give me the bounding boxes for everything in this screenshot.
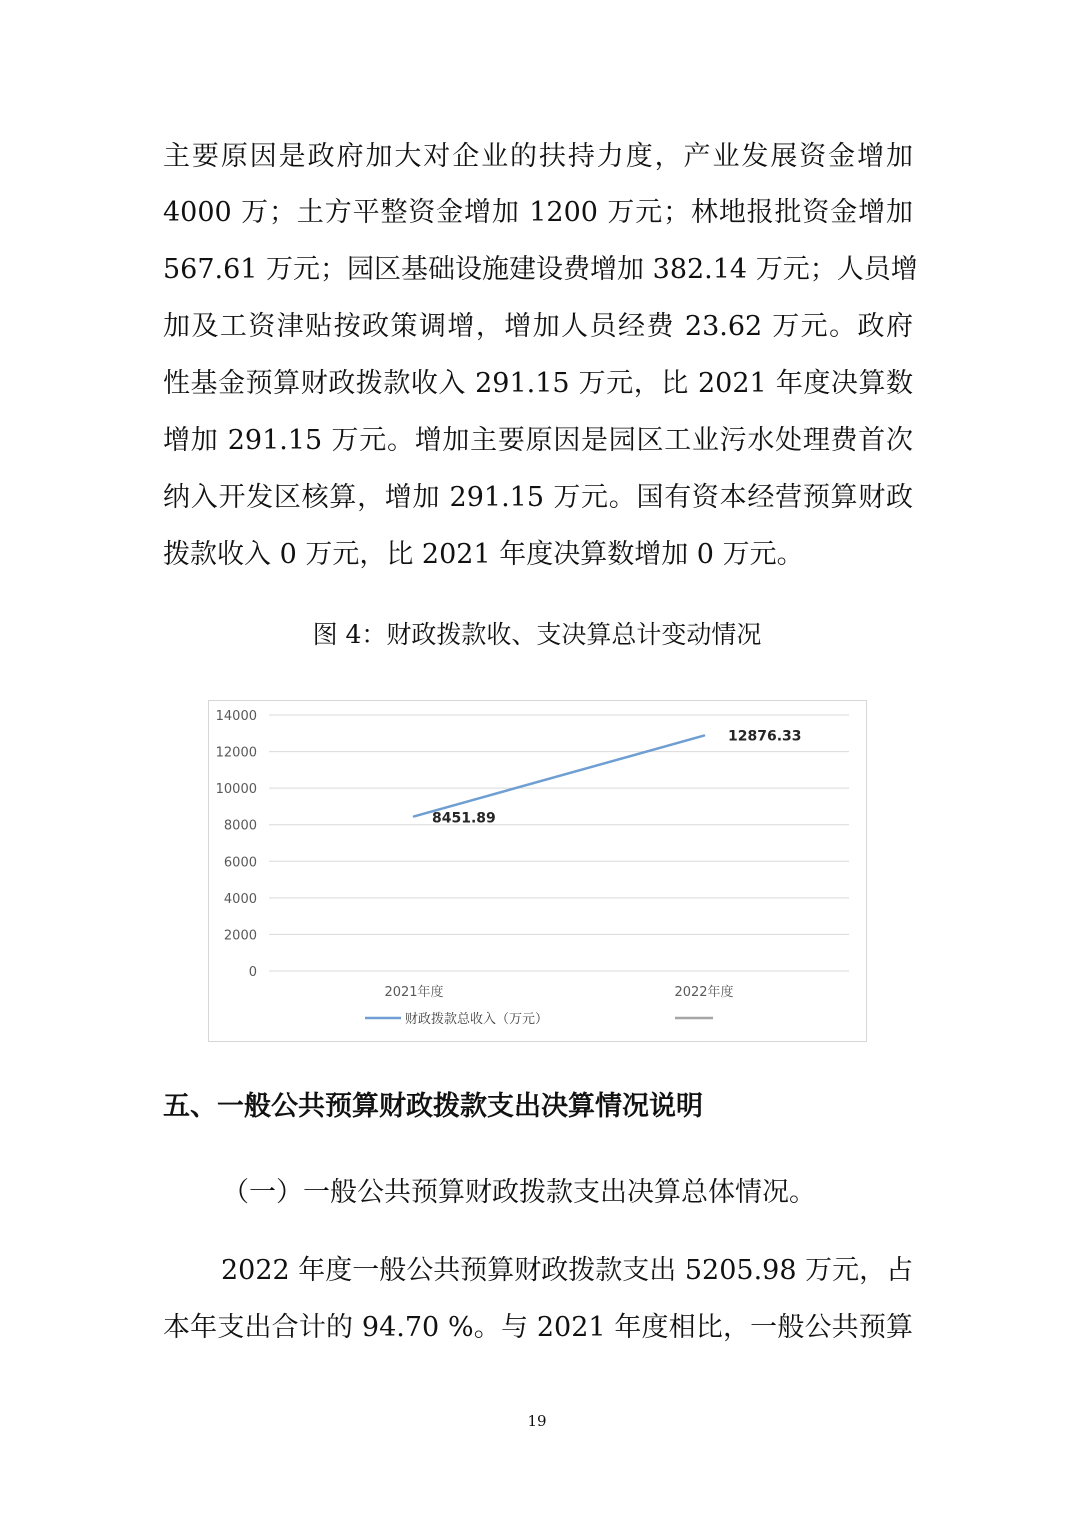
paragraph-line: 4000 万；土方平整资金增加 1200 万元；林地报批资金增加 <box>163 197 913 228</box>
paragraph-line: 增加 291.15 万元。增加主要原因是园区工业污水处理费首次 <box>163 425 913 456</box>
data-label: 12876.33 <box>728 728 802 745</box>
line-chart <box>208 700 867 1042</box>
series-line <box>414 736 704 817</box>
paragraph-line: 2022 年度一般公共预算财政拨款支出 5205.98 万元，占 <box>221 1255 914 1286</box>
page-number: 19 <box>527 1412 547 1430</box>
x-tick-label: 2021年度 <box>384 985 444 1000</box>
paragraph-line: 本年支出合计的 94.70 %。与 2021 年度相比，一般公共预算 <box>163 1312 913 1343</box>
y-tick-label: 8000 <box>223 818 257 834</box>
y-tick-label: 0 <box>248 965 257 980</box>
paragraph-line: 567.61 万元；园区基础设施建设费增加 382.14 万元；人员增 <box>163 254 918 285</box>
figure-caption: 图 4：财政拨款收、支决算总计变动情况 <box>312 620 762 649</box>
paragraph-line: 主要原因是政府加大对企业的扶持力度，产业发展资金增加 <box>163 141 913 172</box>
section-heading: 五、一般公共预算财政拨款支出决算情况说明 <box>163 1091 703 1122</box>
y-tick-label: 6000 <box>223 855 257 871</box>
y-tick-label: 10000 <box>215 782 257 798</box>
paragraph-line: 加及工资津贴按政策调增，增加人员经费 23.62 万元。政府 <box>163 311 913 342</box>
section-subheading: （一）一般公共预算财政拨款支出决算总体情况。 <box>222 1177 816 1208</box>
paragraph-line: 拨款收入 0 万元，比 2021 年度决算数增加 0 万元。 <box>163 539 804 570</box>
y-tick-label: 12000 <box>215 745 257 761</box>
line-chart-svg <box>209 701 866 1041</box>
paragraph-line: 纳入开发区核算，增加 291.15 万元。国有资本经营预算财政 <box>163 482 913 513</box>
y-tick-label: 4000 <box>223 891 257 907</box>
y-tick-label: 2000 <box>223 928 257 944</box>
data-label: 8451.89 <box>432 810 496 827</box>
x-tick-label: 2022年度 <box>674 985 734 1000</box>
legend-label: 财政拨款总收入（万元） <box>405 1012 549 1027</box>
y-tick-label: 14000 <box>215 709 257 724</box>
paragraph-line: 性基金预算财政拨款收入 291.15 万元，比 2021 年度决算数 <box>163 368 913 399</box>
